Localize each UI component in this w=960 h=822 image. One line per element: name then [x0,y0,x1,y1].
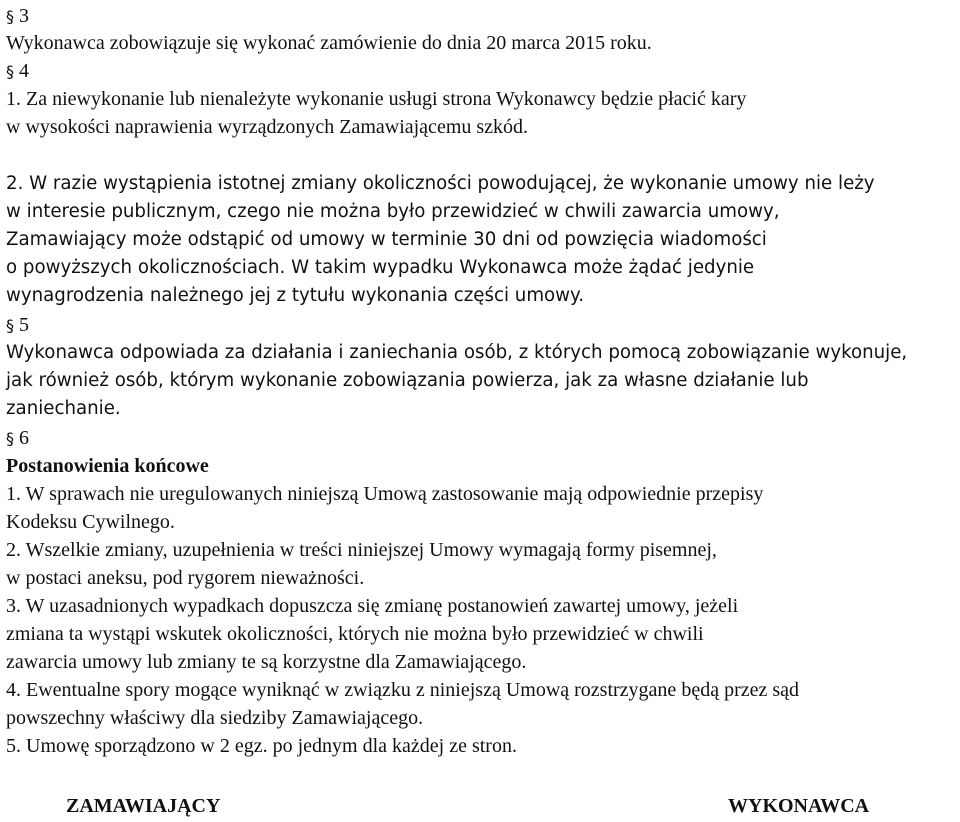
section-number: 3 [19,5,29,27]
section-6-point-1-line-1: 1. W sprawach nie uregulowanych niniejszą Umową zastosowanie mają odpowiednie przepisy [6,483,764,505]
section-3-marker [6,2,29,31]
section-symbol: § [6,7,14,26]
section-symbol: § [6,429,14,448]
section-4-point-2-line-3: Zamawiający może odstąpić od umowy w terminie 30 dni od powzięcia wiadomości [6,229,767,250]
section-4-point-2-line-4: o powyższych okolicznościach. W takim wypadku Wykonawca może żądać jedynie [6,257,755,278]
section-number: 5 [19,314,29,336]
signature-label-client: ZAMAWIAJĄCY [66,795,221,817]
section-6-marker [6,424,29,453]
section-5-line-3: zaniechanie. [6,398,121,419]
section-6-point-3-line-1: 3. W uzasadnionych wypadkach dopuszcza się zmianę postanowień zawartej umowy, jeżeli [6,595,739,617]
section-number: 6 [19,427,29,449]
section-6-point-2-line-1: 2. Wszelkie zmiany, uzupełnienia w treści niniejszej Umowy wymagają formy pisemnej, [6,539,717,561]
section-4-marker [6,57,29,86]
section-4-point-1-line-1: 1. Za niewykonanie lub nienależyte wykonanie usługi strona Wykonawcy będzie płacić kary [6,88,747,110]
section-5-line-2: jak również osób, którym wykonanie zobowiązania powierza, jak za własne działanie lub [6,370,809,391]
section-6-point-3-line-3: zawarcia umowy lub zmiany te są korzystne dla Zamawiającego. [6,651,527,673]
section-6-heading: Postanowienia końcowe [6,455,209,477]
section-6-point-2-line-2: w postaci aneksu, pod rygorem nieważności. [6,567,365,589]
section-5-marker [6,311,29,340]
section-6-point-5-line-1: 5. Umowę sporządzono w 2 egz. po jednym dla każdej ze stron. [6,735,517,757]
section-6-point-3-line-2: zmiana ta wystąpi wskutek okoliczności, których nie można było przewidzieć w chwili [6,623,704,645]
section-3-text: Wykonawca zobowiązuje się wykonać zamówienie do dnia 20 marca 2015 roku. [6,32,652,54]
section-4-point-1-line-2: w wysokości naprawienia wyrządzonych Zamawiającemu szkód. [6,116,529,138]
section-6-point-4-line-2: powszechny właściwy dla siedziby Zamawiającego. [6,707,424,729]
section-4-point-2-line-5: wynagrodzenia należnego jej z tytułu wykonania części umowy. [6,285,584,306]
section-4-point-2-line-2: w interesie publicznym, czego nie można było przewidzieć w chwili zawarcia umowy, [6,201,780,222]
section-4-point-2-line-1: 2. W razie wystąpienia istotnej zmiany okoliczności powodującej, że wykonanie umowy nie leży [6,173,875,194]
section-6-point-1-line-2: Kodeksu Cywilnego. [6,511,175,533]
section-symbol: § [6,316,14,335]
signature-label-contractor: WYKONAWCA [728,795,870,817]
section-6-point-4-line-1: 4. Ewentualne spory mogące wyniknąć w związku z niniejszą Umową rozstrzygane będą przez sąd [6,679,800,701]
section-number: 4 [19,60,29,82]
section-5-line-1: Wykonawca odpowiada za działania i zaniechania osób, z których pomocą zobowiązanie wykonuje, [6,342,908,363]
section-symbol: § [6,62,14,81]
